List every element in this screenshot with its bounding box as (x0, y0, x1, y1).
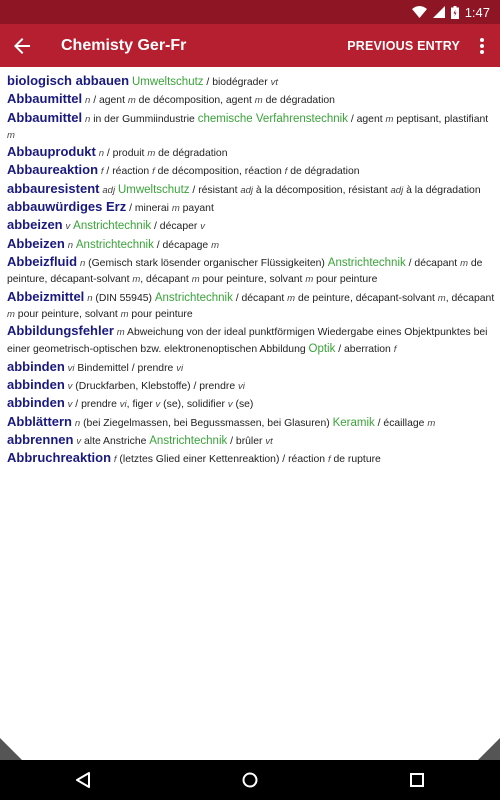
entry-headword[interactable]: Abblättern (7, 413, 72, 429)
entry-text: de décomposition, agent (135, 95, 255, 107)
entry-text: / écaillage (374, 417, 428, 429)
subject-field-link[interactable]: Anstrichtechnik (327, 256, 406, 269)
entry-text: / minerai (126, 203, 172, 215)
grammar-tag: vt (270, 77, 278, 88)
entry-text: / agent (90, 95, 128, 107)
grammar-tag: f (100, 166, 104, 178)
page-corner-left (0, 738, 22, 760)
more-vert-icon (480, 38, 484, 54)
entry-text: , décapant (445, 292, 495, 304)
grammar-tag: m (7, 129, 15, 141)
grammar-tag: n (87, 292, 93, 304)
grammar-tag: vi (119, 399, 127, 411)
subject-field-link[interactable]: Umweltschutz (117, 183, 190, 196)
entry-text: / réaction (103, 166, 153, 178)
entry-text: (se) (232, 399, 254, 411)
entry-text: (bei Ziegelmassen, bei Begussmassen, bei Glasuren) (80, 417, 333, 429)
subject-field-link[interactable]: chemische Verfahrenstechnik (197, 112, 348, 125)
entry-text: (DIN 55945) (92, 292, 155, 304)
grammar-tag: m (427, 417, 436, 429)
grammar-tag: m (171, 203, 180, 215)
entry-text: de peinture, décapant-solvant (295, 292, 438, 304)
status-bar (0, 0, 500, 24)
entry-headword[interactable]: Abbaureaktion (7, 162, 99, 178)
overflow-menu-button[interactable] (468, 24, 496, 67)
grammar-tag: m (460, 257, 468, 269)
dictionary-entry[interactable] (7, 395, 495, 413)
grammar-tag: n (67, 239, 73, 251)
entry-headword[interactable]: Abbaumittel (7, 91, 83, 107)
nav-recents-button[interactable] (387, 760, 447, 800)
dictionary-entry[interactable] (7, 377, 495, 395)
dictionary-entry[interactable] (7, 181, 495, 199)
entry-text: peptisant, plastifiant (393, 113, 489, 125)
entry-text: / agent (347, 113, 386, 125)
entry-text: pour peinture (128, 308, 193, 320)
dictionary-entry[interactable] (7, 236, 495, 254)
dictionary-entry[interactable] (7, 359, 495, 377)
entry-text: (Druckfarben, Klebstoffe) / prendre (72, 381, 238, 393)
grammar-tag: v (65, 221, 71, 233)
dictionary-entry[interactable] (7, 144, 495, 162)
entry-headword[interactable]: Abbeizmittel (7, 288, 85, 304)
dictionary-entry[interactable] (7, 450, 495, 468)
entry-text: / brûler (227, 435, 266, 447)
entry-headword[interactable]: Abbildungsfehler (7, 323, 114, 339)
dictionary-entry[interactable] (7, 323, 495, 359)
grammar-tag: m (132, 274, 141, 286)
grammar-tag: f (113, 454, 117, 466)
grammar-tag: f (327, 454, 331, 466)
entry-text: de dégradation (155, 148, 228, 160)
dictionary-entry[interactable] (7, 289, 495, 324)
entry-text: , figer (126, 399, 156, 411)
entry-text: / décapant (405, 257, 461, 269)
entry-headword[interactable]: abbauresistent (7, 180, 100, 196)
entry-text: de dégradation (287, 166, 360, 178)
entry-text: de rupture (330, 454, 381, 466)
previous-entry-button[interactable]: PREVIOUS ENTRY (347, 38, 460, 53)
entry-headword[interactable]: abbauwürdiges Erz (7, 199, 127, 215)
entry-text: / décaper (151, 221, 201, 233)
entry-text: / produit (104, 148, 148, 160)
app-title: Chemisty Ger-Fr (61, 36, 187, 54)
subject-field-link[interactable]: Umweltschutz (131, 76, 204, 88)
entry-text: / décapage (153, 239, 212, 251)
square-recents-icon (410, 773, 424, 787)
grammar-tag: n (85, 113, 91, 125)
entry-text: , décapant (140, 274, 192, 286)
subject-field-link[interactable]: Anstrichtechnik (73, 220, 152, 233)
grammar-tag: v (67, 399, 73, 411)
dictionary-entry[interactable] (7, 199, 495, 217)
dictionary-entry[interactable] (7, 217, 495, 235)
navigation-bar (0, 760, 500, 800)
grammar-tag: vi (67, 362, 75, 374)
entry-text: de peinture, décapant-solvant (7, 257, 483, 286)
dictionary-entry[interactable] (7, 254, 495, 289)
entry-list (7, 73, 495, 469)
entry-headword[interactable]: Abbeizfluid (7, 253, 78, 269)
grammar-tag: v (76, 435, 82, 447)
grammar-tag: m (305, 274, 314, 286)
entry-headword[interactable]: Abbruchreaktion (7, 450, 112, 466)
back-button[interactable] (0, 24, 44, 67)
subject-field-link[interactable]: Anstrichtechnik (154, 291, 233, 304)
grammar-tag: m (120, 308, 129, 320)
grammar-tag: adj (102, 184, 116, 196)
entry-text: / aberration (335, 344, 394, 356)
arrow-left-icon (14, 38, 30, 54)
grammar-tag: n (85, 95, 91, 107)
grammar-tag: v (155, 399, 161, 411)
grammar-tag: vi (176, 362, 184, 374)
grammar-tag: v (67, 381, 73, 393)
dictionary-entry[interactable] (7, 162, 495, 180)
entry-text: de décomposition, réaction (154, 166, 285, 178)
entry-text: payant (179, 203, 214, 215)
grammar-tag: vt (265, 435, 273, 447)
grammar-tag: m (147, 148, 156, 160)
subject-field-link[interactable]: Keramik (332, 416, 375, 429)
entry-text: à la décomposition, résistant (253, 184, 391, 196)
grammar-tag: m (437, 292, 446, 304)
entry-headword[interactable]: abbinden (7, 358, 65, 374)
entry-headword[interactable]: Abbauprodukt (7, 144, 96, 160)
entry-headword[interactable]: abbrennen (7, 431, 74, 447)
grammar-tag: m (254, 95, 263, 107)
grammar-tag: m (116, 327, 125, 339)
subject-field-link[interactable]: Anstrichtechnik (149, 434, 228, 447)
entry-text: à la dégradation (403, 184, 481, 196)
entry-text: (letztes Glied einer Kettenreaktion) / réaction (116, 454, 328, 466)
entry-text: / prendre (72, 399, 120, 411)
grammar-tag: m (191, 274, 200, 286)
entry-headword[interactable]: biologisch abbauen (7, 73, 130, 88)
grammar-tag: f (284, 166, 288, 178)
grammar-tag: n (79, 257, 86, 269)
grammar-tag: adj (240, 184, 254, 196)
entry-text: de dégradation (262, 95, 335, 107)
entry-headword[interactable]: abbinden (7, 395, 65, 411)
entry-text: / décapant (232, 292, 288, 304)
app-bar (0, 24, 500, 67)
grammar-tag: f (393, 344, 397, 356)
grammar-tag: vi (237, 381, 245, 393)
dictionary-entry[interactable] (7, 432, 495, 450)
entry-headword[interactable]: abbinden (7, 377, 65, 393)
dictionary-entry[interactable] (7, 414, 495, 432)
grammar-tag: m (7, 308, 15, 320)
entry-text: in der Gummiindustrie (90, 113, 198, 125)
signal-icon (433, 6, 445, 18)
status-time: 1:47 (464, 4, 490, 20)
dictionary-entry[interactable] (7, 91, 495, 109)
entry-text: pour peinture, solvant (14, 308, 121, 320)
nav-home-button[interactable] (220, 760, 280, 800)
entry-text: (Gemisch stark lösender organischer Flüssigkeiten) (85, 257, 328, 269)
nav-back-button[interactable] (53, 760, 113, 800)
entry-text: pour peinture, solvant (199, 274, 306, 286)
grammar-tag: m (385, 113, 394, 125)
page-corner-right (478, 738, 500, 760)
entry-text: pour peinture (313, 274, 378, 286)
wifi-icon (412, 6, 427, 18)
entry-text: Bindemittel / prendre (74, 362, 177, 374)
entry-text: Abweichung von der ideal punktförmigen Wiedergabe eines Objektpunktes bei einer geometrisch-optischen bzw. elektronenoptischen Abbildung (7, 327, 488, 356)
grammar-tag: m (127, 95, 136, 107)
entry-headword[interactable]: Abbeizen (7, 235, 65, 251)
triangle-back-icon (75, 772, 91, 788)
entry-text: / résistant (189, 184, 241, 196)
dictionary-entry[interactable] (7, 110, 495, 145)
subject-field-link[interactable]: Optik (308, 343, 336, 356)
grammar-tag: m (287, 292, 296, 304)
subject-field-link[interactable]: Anstrichtechnik (75, 238, 154, 251)
grammar-tag: m (211, 239, 219, 251)
entry-text: / biodégrader (203, 77, 271, 88)
grammar-tag: v (227, 399, 233, 411)
entry-headword[interactable]: Abbaumittel (7, 109, 83, 125)
grammar-tag: n (98, 148, 105, 160)
grammar-tag: n (74, 417, 81, 429)
entry-text: alte Anstriche (81, 435, 150, 447)
grammar-tag: adj (390, 184, 404, 196)
entry-headword[interactable]: abbeizen (7, 217, 63, 233)
grammar-tag: f (152, 166, 155, 178)
battery-icon (451, 6, 459, 19)
dictionary-entry[interactable] (7, 73, 495, 91)
circle-home-icon (242, 772, 258, 788)
entry-text: (se), solidifier (160, 399, 228, 411)
grammar-tag: v (200, 221, 205, 233)
